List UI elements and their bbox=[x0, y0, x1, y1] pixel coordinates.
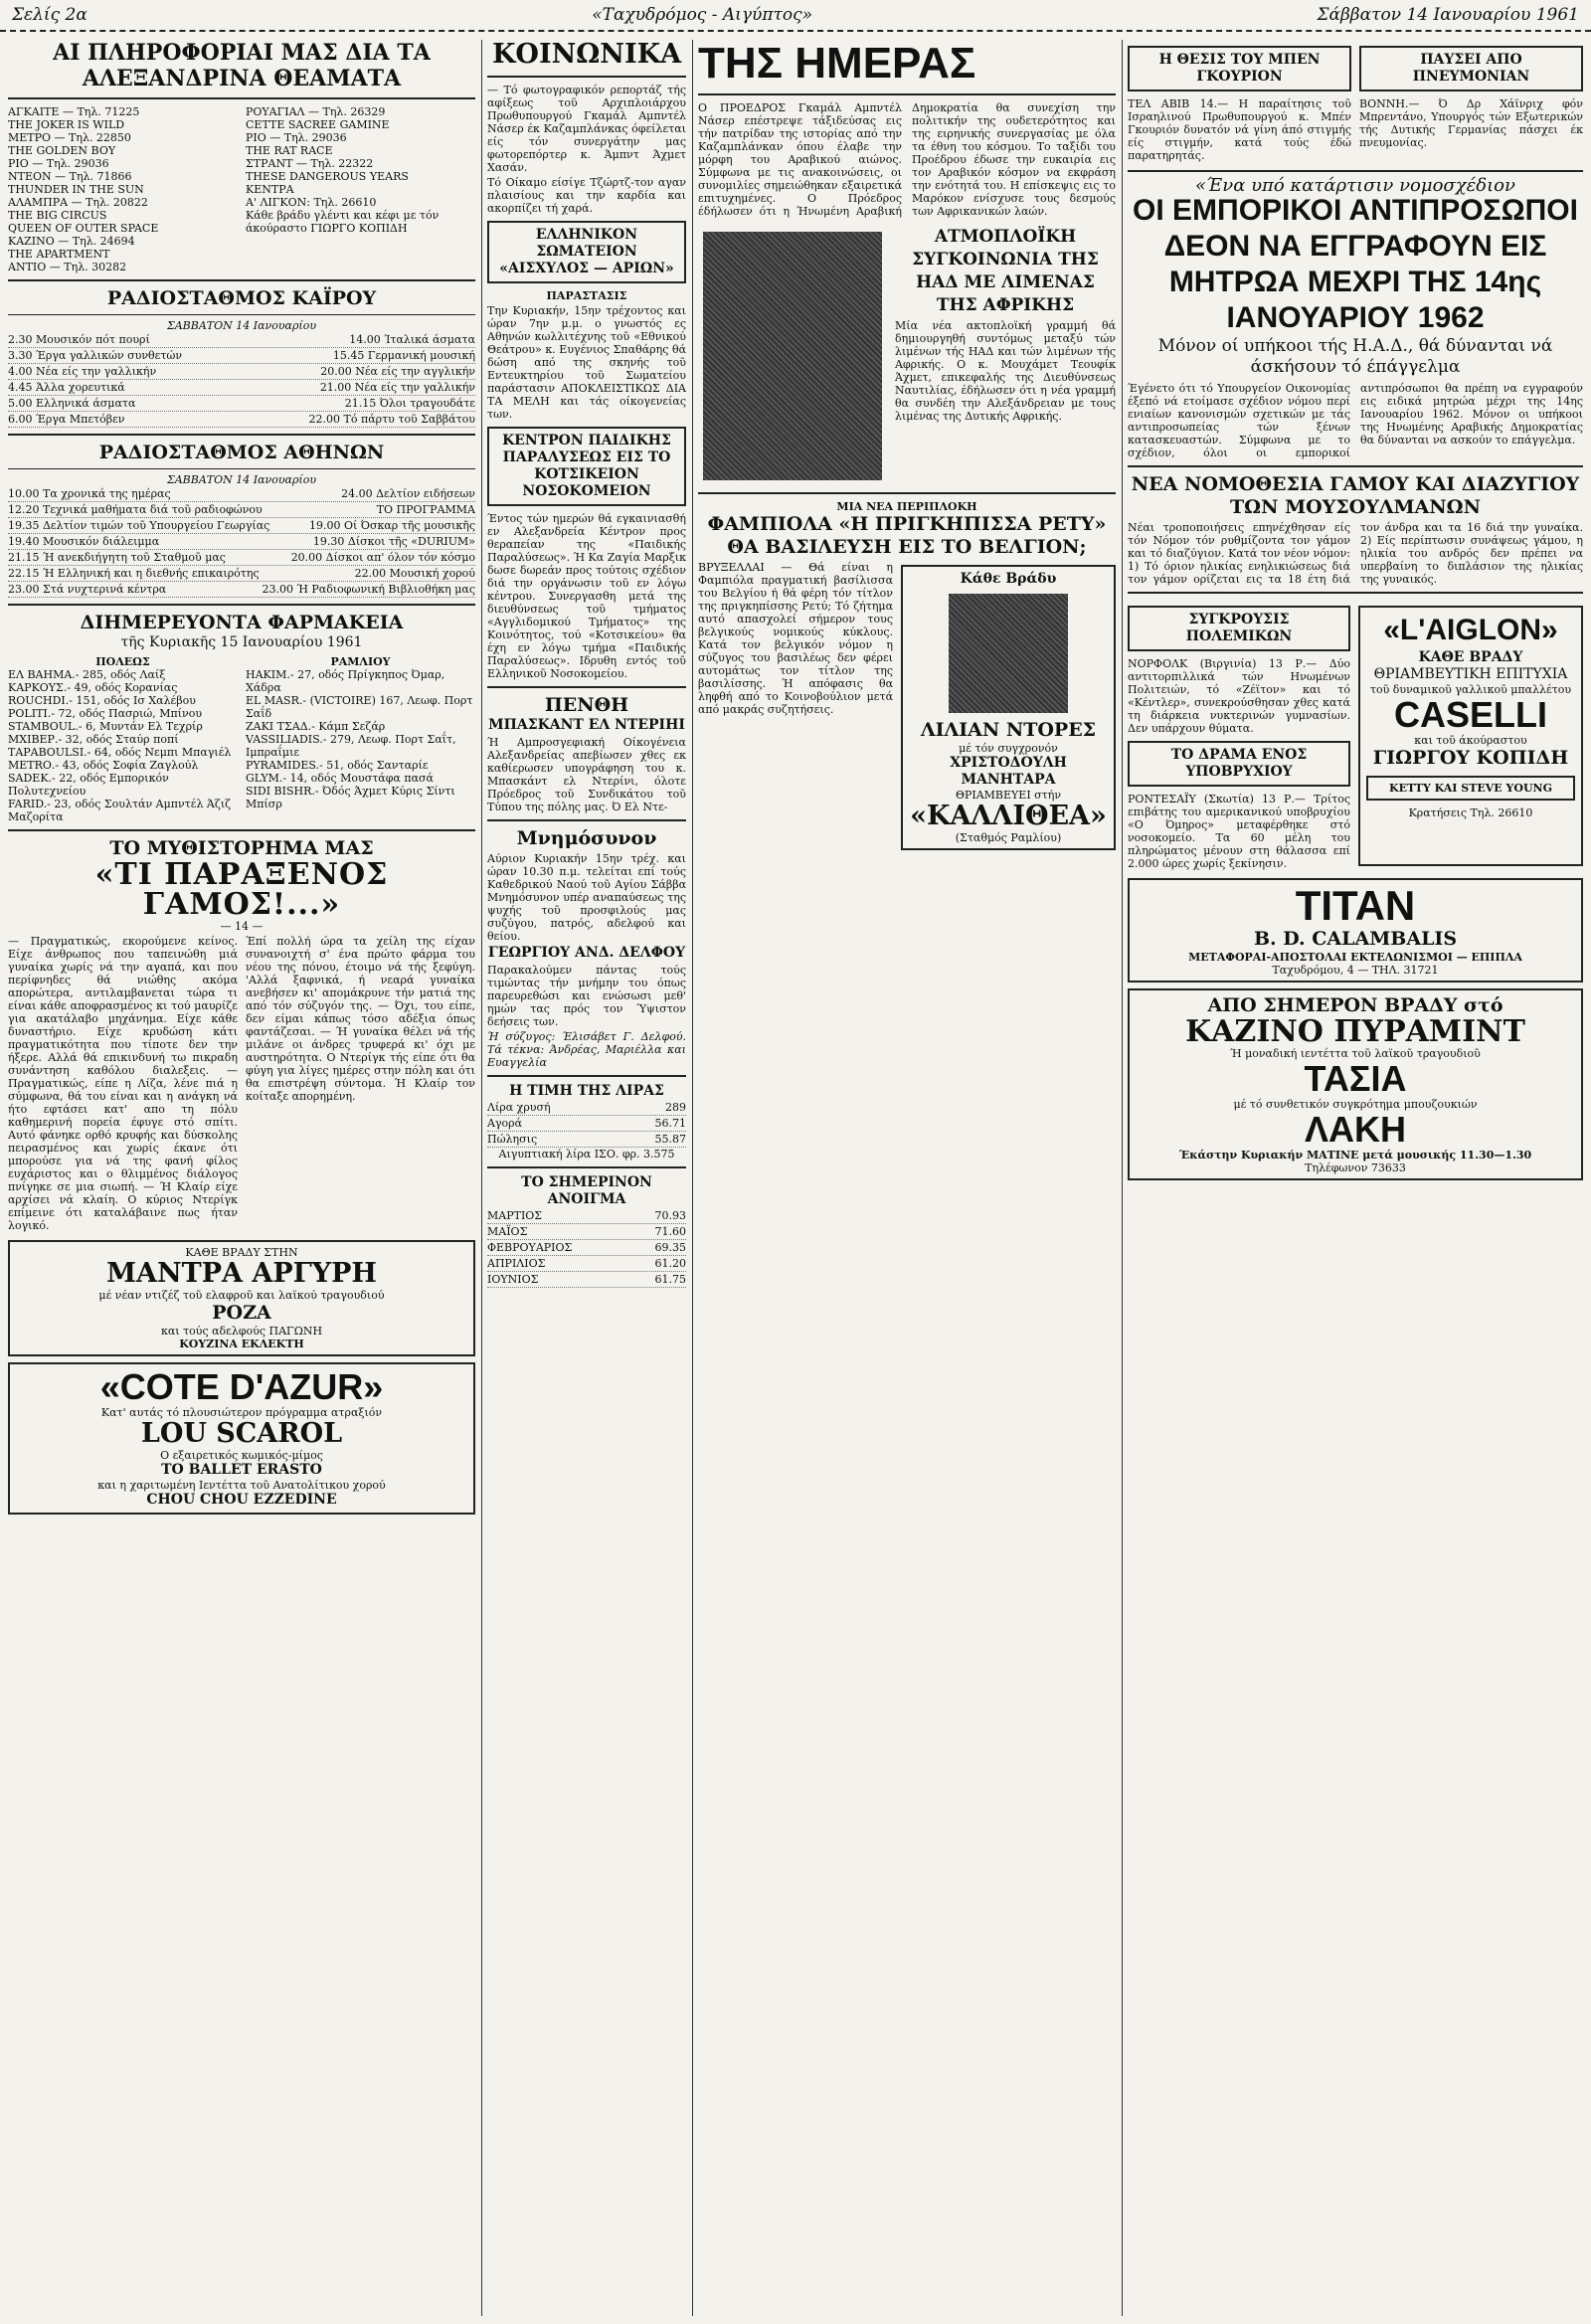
memorial-title: Μνημόσυνον bbox=[516, 827, 657, 849]
pyramid-foot: Έκάστην Κυριακήν ΜΑΤΙΝΕ μετά μουσικής 11.30—1.30 bbox=[1178, 1149, 1532, 1162]
pharmacy-entry: ΕΛ ΒΑΗΜΑ.- 285, οδός Λαίξ bbox=[8, 668, 166, 681]
ad2-foot: και η χαριτωμένη Ιεντέττα τοῦ Ανατολίτικου χορού bbox=[97, 1479, 386, 1492]
cinema-list-left bbox=[8, 105, 238, 273]
page-number: Σελίς 2α bbox=[12, 5, 88, 25]
drachma-row bbox=[487, 1272, 686, 1288]
aiglon-name: «L'AIGLON» bbox=[1383, 614, 1558, 646]
pharmacies-date: τῆς Κυριακῆς 15 Ιανουαρίου 1961 bbox=[120, 634, 363, 650]
ad1-foot: ΚΟΥΖΙΝΑ ΕΚΛΕΚΤΗ bbox=[179, 1338, 304, 1350]
ad1-star: ΡΟΖΑ bbox=[212, 1302, 271, 1324]
cinema-entry: QUEEN OF OUTER SPACE bbox=[8, 222, 159, 235]
radio-cairo-row-cell: 21.15 Όλοι τραγουδάτε bbox=[344, 397, 475, 410]
novel-part: — 14 — bbox=[220, 920, 264, 933]
radio-athens-row bbox=[8, 518, 475, 534]
pharmacy-entry: EL MASR.- (VICTOIRE) 167, Λεωφ. Πορτ Σαΐδ bbox=[246, 694, 473, 720]
pharmacy-entry: ΚΑΡΚΟΥΣ.- 49, οδός Κορανίας bbox=[8, 681, 178, 694]
pound-title: Η ΤΙΜΗ ΤΗΣ ΛΙΡΑΣ bbox=[509, 1083, 664, 1099]
radio-athens-row bbox=[8, 582, 475, 598]
box2-text: ΒΟΝΝΗ.— Ό Δρ Χάϊνριχ φόν Μπρεντάνο, Υπουργός τών Εξωτερικών τής Δυτικής Γερμανίας πάσχει έκ πνευμονίας. bbox=[1359, 97, 1583, 149]
aiglon-with: και τοῦ άκούραστου bbox=[1414, 734, 1527, 747]
pharmacy-entry: SADEK.- 22, οδός Εμπορικόν Πολυτεχνείου bbox=[8, 772, 169, 798]
mantra-argyri-ad bbox=[8, 1240, 475, 1356]
cinema-entry: THE BIG CIRCUS bbox=[8, 209, 107, 222]
radio-cairo-row-cell: 22.00 Τό πάρτυ τοῦ Σαββάτου bbox=[308, 413, 475, 426]
radio-cairo-row-cell: 20.00 Νέα είς την αγγλικήν bbox=[320, 365, 475, 378]
drachma-row-cell: 71.60 bbox=[654, 1225, 686, 1238]
radio-athens-row bbox=[8, 550, 475, 566]
ad1-more: και τούς αδελφούς ΠΑΓΩΝΗ bbox=[160, 1325, 323, 1338]
aiglon-act: CASELLI bbox=[1393, 694, 1547, 735]
drachma-title: ΤΟ ΣΗΜΕΡΙΝΟΝ ΑΝΟΙΓΜΑ bbox=[521, 1174, 652, 1207]
ad2-ballet: ΤΟ BALLET ERASTO bbox=[161, 1462, 322, 1478]
transport-text: Μία νέα ακτοπλοϊκή γραμμή θά δημιουργηθή συντόμως μεταξύ τών λιμένων τής ΗΑΔ και τών λιμένων τής Αφρικής. Ο κ. Μουχάμετ Τεουφίκ Άχμετ, επικεφαλής της Διευθύνσεως Ναυτιλίας, έδήλωσεν ότι η νέα γραμμή θα συνδέη την Αλεξάνδρειαν με τους λιμένας της Δυτικής Αφρικής. bbox=[895, 319, 1116, 423]
pharmacy-entry: SIDI BISHR.- Όδός Άχμετ Κύρις Σίντι Μπίσρ bbox=[246, 785, 455, 810]
pound-row bbox=[487, 1116, 686, 1132]
ad-frame: Κάθε Βράδυ bbox=[960, 571, 1057, 587]
radio-athens-row-cell: 22.15 Ή Ελληνική και η διεθνής επικαιρότης bbox=[8, 567, 260, 580]
day-title: ΤΗΣ ΗΜΕΡΑΣ bbox=[698, 40, 976, 88]
radio-cairo-row bbox=[8, 412, 475, 428]
novel-title: «ΤΙ ΠΑΡΑΞΕΝΟΣ ΓΑΜΟΣ!...» bbox=[94, 857, 389, 922]
radio-athens-row-cell: 19.00 Οί Όσκαρ τῆς μουσικῆς bbox=[308, 519, 475, 532]
titan-desc: ΜΕΤΑΦΟΡΑΙ-ΑΠΟΣΤΟΛΑΙ ΕΚΤΕΛΩΝΙΣΜΟΙ — ΕΠΙΠΛΑ bbox=[1188, 951, 1522, 964]
drachma-row bbox=[487, 1256, 686, 1272]
pyramid-name: ΚΑΖΙΝΟ ΠΥΡΑΜΙΝΤ bbox=[1185, 1014, 1525, 1049]
pyramid-star: ΤΑΣΙΑ bbox=[1304, 1058, 1407, 1099]
pyramid-text: Ή μοναδική ιεντέττα τοῦ λαϊκοῦ τραγουδιοῦ bbox=[1230, 1047, 1481, 1060]
pharmacy-list-city bbox=[8, 668, 238, 823]
transport-title: ΑΤΜΟΠΛΟΪΚΗ ΣΥΓΚΟΙΝΩΝΙΑ ΤΗΣ ΗΑΔ ΜΕ ΛΙΜΕΝΑΣ ΤΗΣ ΑΦΡΙΚΗΣ bbox=[912, 227, 1099, 315]
cinema-entry: ΚΕΝΤΡΑ bbox=[246, 183, 294, 196]
spectacles-header: ΑΙ ΠΛΗΡΟΦΟΡΙΑΙ ΜΑΣ ΔΙΑ ΤΑ ΑΛΕΞΑΝΔΡΙΝΑ ΘΕΑΜΑΤΑ bbox=[53, 40, 431, 91]
pyramid-phone: Τηλέφωνον 73633 bbox=[1305, 1162, 1406, 1174]
cinema-entry: ΡΙΟ — Τηλ. 29036 bbox=[246, 131, 347, 144]
drachma-row-cell: ΑΠΡΙΛΙΟΣ bbox=[487, 1257, 546, 1270]
pyramid-ad bbox=[1128, 988, 1583, 1180]
cote-dazur-ad bbox=[8, 1362, 475, 1515]
ad1-name: ΜΑΝΤΡΑ ΑΡΓΥΡΗ bbox=[106, 1258, 377, 1289]
peri-title: ΜΙΑ ΝΕΑ ΠΕΡΙΠΛΟΚΗ bbox=[836, 500, 977, 513]
pharmacy-listings bbox=[8, 655, 475, 823]
sub-text: ΡΟΝΤΕΣΑΪΥ (Σκωτία) 13 Ρ.— Τρίτος επιβάτης του αμερικανικού υποβρυχίου «Ο Όμηρος» μεταφέρθηκε στό νοσοκομείο. Τα 60 μέλη του πληρώματος μένουν στη θάλασσα επί 2.000 ώρες χωρίς ξεκίνησιν. bbox=[1128, 793, 1350, 870]
law-quote: «Ένα υπό κατάρτισιν νομοσχέδιον bbox=[1195, 175, 1515, 196]
law-text: Έγένετο ότι τό Υπουργείον Οικονομίας έξεπό νά ετοίμασε σχέδιον νόμου περί ενιαίων κανονισμών σχετικών με τάς αντιπροσωπείας τών ξένων κατασκευαστών. Σύμφωνα με το σχέδιον, όλοι οι εμπορικοί αντιπρόσωποι θα πρέπη να εγγραφούν εις ειδικά μητρώα μέχρι της 14ης Ιανουαρίου 1962. Μόνον οι υπήκοοι της Ηνωμένης Αραβικής Δημοκρατίας θα δύνανται να ασκούν το επάγγελμα. bbox=[1128, 382, 1583, 459]
issue-date: Σάββατον 14 Ιανουαρίου 1961 bbox=[1317, 5, 1579, 25]
cinema-entry: ΑΝΤΙΟ — Τηλ. 30282 bbox=[8, 261, 127, 273]
law-sub: Μόνον οί υπήκοοι τής Η.Α.Δ., θά δύνανται νά άσκήσουν τό έπάγγελμα bbox=[1157, 336, 1553, 377]
radio-cairo-schedule bbox=[8, 332, 475, 428]
mourning-title: ΠΕΝΘΗ bbox=[544, 694, 629, 716]
center-title: ΚΕΝΤΡΟΝ ΠΑΙΔΙΚΗΣ ΠΑΡΑΛΥΣΕΩΣ ΕΙΣ ΤΟ ΚΟΤΣΙΚΕΙΟΝ ΝΟΣΟΚΟΜΕΙΟΝ bbox=[487, 427, 686, 506]
radio-athens-row-cell: 23.00 Στά νυχτερινά κέντρα bbox=[8, 583, 167, 596]
aiglon-phone: Κρατήσεις Τηλ. 26610 bbox=[1408, 806, 1533, 819]
memorial-text-2: Παρακαλούμεν πάντας τούς τιμώντας τήν μνήμην του όπως παρευρεθώσι και ενώσωσι μεθ' ημών τας πρός τον Ύψιστον δεήσεις των. bbox=[487, 964, 686, 1028]
cinema-entry: ΑΓΚΑΙΤΕ — Τηλ. 71225 bbox=[8, 105, 140, 118]
cinema-listings bbox=[8, 105, 475, 273]
aiglon-when: ΚΑΘΕ ΒΡΑΔΥ bbox=[1418, 649, 1523, 665]
pharmacy-entry: FARID.- 23, οδός Σουλτάν Αμπντέλ Άζιζ Μαζορίτα bbox=[8, 798, 232, 823]
radio-athens-row-cell: 24.00 Δελτίον ειδήσεων bbox=[341, 487, 475, 500]
pharmacy-entry: ΜΧΙΒΕΡ.- 32, οδός Σταύρ ποπί bbox=[8, 733, 179, 746]
radio-athens-row bbox=[8, 566, 475, 582]
titan-addr: Ταχυδρόμου, 4 — ΤΗΛ. 31721 bbox=[1272, 964, 1439, 977]
social-text-2: Τό Οίκαμο είσίγε Τζώρτζ-τον αγαν πλαισίους και την καρδία και ακορπίζει τή χαρά. bbox=[487, 176, 686, 215]
radio-athens-row-cell: 19.30 Δίσκοι τῆς «DURIUM» bbox=[312, 535, 475, 548]
radio-athens-row-cell: 20.00 Δίσκοι απ' όλον τόν κόσμο bbox=[290, 551, 475, 564]
ad2-last: CHOU CHOU EZZEDINE bbox=[146, 1492, 337, 1508]
radio-athens-row bbox=[8, 534, 475, 550]
drachma-row-cell: ΜΑΪΟΣ bbox=[487, 1225, 528, 1238]
pharmacy-list-ramleh bbox=[246, 668, 475, 810]
cinema-entry: ΑΛΑΜΠΡΑ — Τηλ. 20822 bbox=[8, 196, 148, 209]
radio-athens-day: ΣΑΒΒΑΤΟΝ 14 Ιανουαρίου bbox=[166, 473, 317, 486]
sub-title: ΤΟ ΔΡΑΜΑ ΕΝΟΣ ΥΠΟΒΡΥΧΙΟΥ bbox=[1128, 741, 1350, 787]
drachma-row bbox=[487, 1240, 686, 1256]
cinema-entry: Α' ΛΙΓΚΟΝ: Τηλ. 26610 bbox=[246, 196, 377, 209]
radio-cairo-row-cell: 4.45 Άλλα χορευτικά bbox=[8, 381, 125, 394]
cinema-entry: ΡΙΟ — Τηλ. 29036 bbox=[8, 157, 109, 170]
radio-athens-row-cell: ΤΟ ΠΡΟΓΡΑΜΜΑ bbox=[376, 503, 475, 516]
singer-photo bbox=[949, 594, 1068, 713]
pound-row-cell: Λίρα χρυσή bbox=[487, 1101, 551, 1114]
cinema-entry: THE APARTMENT bbox=[8, 248, 110, 261]
radio-cairo-row-cell: 15.45 Γερμανική μουσική bbox=[332, 349, 475, 362]
cinema-entry: Κάθε βράδυ γλέντι και κέφι με τόν άκούραστο ΓΙΩΡΓΟ ΚΟΠΙΔΗ bbox=[246, 209, 440, 235]
naval-text: ΝΟΡΦΟΛΚ (Βιργινία) 13 Ρ.— Δύο αντιτορπιλλικά τών Ηνωμένων Πολιτειών, τό «Ζέϊτον» και τό «Κέντλερ», συνεκρούσθησαν χθες κατά τη διάρκεια νυκτερινών γυμνασίων. Δεν υπάρχουν θύματα. bbox=[1128, 657, 1350, 735]
pound-row-cell: 56.71 bbox=[654, 1117, 686, 1130]
radio-cairo-row-cell: 3.30 Έργα γαλλικών συνθετών bbox=[8, 349, 183, 362]
pound-row-cell: 289 bbox=[665, 1101, 686, 1114]
drachma-rows bbox=[487, 1208, 686, 1288]
pharmacy-entry: VASSILIADIS.- 279, Λεωφ. Πορτ Σαΐτ, Ιμπραΐμιε bbox=[246, 733, 456, 759]
law-head: ΟΙ ΕΜΠΟΡΙΚΟΙ ΑΝΤΙΠΡΟΣΩΠΟΙ ΔΕΟΝ ΝΑ ΕΓΓΡΑΦΟΥΝ ΕΙΣ ΜΗΤΡΩΑ ΜΕΧΡΙ ΤΗΣ 14ης ΙΑΝΟΥΑΡΙΟΥ 1962 bbox=[1133, 194, 1578, 334]
pharmacies-title: ΔΙΗΜΕΡΕΥΟΝΤΑ ΦΑΡΜΑΚΕΙΑ bbox=[80, 612, 404, 633]
social-title: ΚΟΙΝΩΝΙΚΑ bbox=[491, 40, 682, 70]
radio-cairo-row bbox=[8, 348, 475, 364]
box1-text: ΤΕΛ ΑΒΙΒ 14.— Η παραίτησις τοῦ Ισραηλινού Πρωθυπουργού κ. Μπέν Γκουριόν δυνατόν νά γίνη άπό στιγμής είς στιγμήν, κατά τούς έδώ παρατηρητάς. bbox=[1128, 97, 1351, 162]
ad2-text: Κατ' αυτάς τό πλουσιώτερον πρόγραμμα ατραξιόν bbox=[100, 1406, 383, 1419]
drachma-row-cell: ΜΑΡΤΙΟΣ bbox=[487, 1209, 543, 1222]
pharmacy-entry: PYRAMIDES.- 51, οδός Σανταρίε bbox=[246, 759, 429, 772]
cinema-entry: ΡΟΥΑΓΙΑΛ — Τηλ. 26329 bbox=[246, 105, 386, 118]
ad1-body: μέ νέαν ντιζέζ τοῦ ελαφροῦ και λαϊκού τραγουδιού bbox=[98, 1289, 385, 1302]
pyramid-top: ΑΠΟ ΣΗΜΕΡΟΝ ΒΡΑΔΥ στό bbox=[1207, 994, 1503, 1016]
ad-name: ΛΙΛΙΑΝ ΝΤΟΡΕΣ bbox=[920, 719, 1097, 741]
cinema-entry: THESE DANGEROUS YEARS bbox=[246, 170, 409, 183]
radio-cairo-row-cell: 21.00 Νέα είς την γαλλικήν bbox=[319, 381, 475, 394]
aiglon-singer: ΓΙΩΡΓΟΥ ΚΟΠΙΔΗ bbox=[1372, 747, 1569, 769]
radio-athens-row-cell: 19.40 Μουσικόν διάλειμμα bbox=[8, 535, 160, 548]
pharmacy-entry: ΤΑΡΑΒΟULSI.- 64, οδός Νεμπι Μπαγιέλ bbox=[8, 746, 232, 759]
radio-cairo-row bbox=[8, 380, 475, 396]
radio-athens-row-cell: 23.00 Ή Ραδιοφωνική Βιβλιοθήκη μας bbox=[262, 583, 475, 596]
pharmacy-city-header: ΠΟΛΕΩΣ bbox=[95, 655, 150, 668]
mourning-name: ΜΠΑΣΚΑΝΤ ΕΛ ΝΤΕΡΙΗΙ bbox=[488, 717, 685, 733]
peri-text: ΒΡΥΞΕΛΛΑΙ — Θά είναι η Φαμπιόλα πραγματική βασίλισσα του Βελγίου ή θά φέρη τόν τίτλον της πριγκηπίσσης Ρετύ; Τό ζήτημα αυτό απασχολεί σήμερον τους βελγικούς νομικούς κύκλους. Κατά τον βελγικόν νόμον η σύζυγος του βασιλέως δεν φέρει αυτομάτως τον τίτλον της βασιλίσσης. Ή απόφασις θα ληφθή από το Κοινοβούλιον μετά από μακράς συζητήσεις. bbox=[698, 561, 893, 716]
pharmacy-entry: GLYM.- 14, οδός Μουστάφα πασά bbox=[246, 772, 434, 785]
kallithea-ad bbox=[901, 565, 1116, 850]
cinema-entry: ΚΑΖΙΝΟ — Τηλ. 24694 bbox=[8, 235, 135, 248]
drachma-row-cell: 61.20 bbox=[654, 1257, 686, 1270]
radio-cairo-row-cell: 4.00 Νέα είς την γαλλικήν bbox=[8, 365, 157, 378]
drachma-row bbox=[487, 1224, 686, 1240]
drachma-row-cell: 70.93 bbox=[654, 1209, 686, 1222]
pharmacy-entry: ΗΑΚΙΜ.- 27, οδός Πρίγκηπος Όμαρ, Χάδρα bbox=[246, 668, 445, 694]
aiglon-tag: ΘΡΙΑΜΒΕΥΤΙΚΗ ΕΠΙΤΥΧΙΑ bbox=[1373, 666, 1568, 682]
drachma-row-cell: ΙΟΥΝΙΟΣ bbox=[487, 1273, 539, 1286]
cinema-entry: THUNDER IN THE SUN bbox=[8, 183, 144, 196]
ad-venue: «ΚΑΛΛΙΘΕΑ» bbox=[910, 801, 1107, 831]
pharmacy-ramleh-header: ΡΑΜΛΙΟΥ bbox=[330, 655, 391, 668]
radio-cairo-row bbox=[8, 332, 475, 348]
ad2-more: Ο εξαιρετικός κωμικός-μίμος bbox=[160, 1449, 323, 1462]
pound-rows bbox=[487, 1100, 686, 1148]
newspaper-name: «Ταχυδρόμος - Αιγύπτος» bbox=[592, 5, 813, 25]
ad-with: μέ τόν συγχρονόν bbox=[959, 742, 1058, 755]
pharmacy-entry: ΖΑΚΙ ΤΣΑΔ.- Κάμπ Σεζάρ bbox=[246, 720, 386, 733]
radio-cairo-row-cell: 14.00 Ίταλικά άσματα bbox=[349, 333, 475, 346]
column-3 bbox=[698, 40, 1116, 2316]
memorial-family: Ή σύζυγος: Έλισάβετ Γ. Δελφού. Τά τέκνα: Άνδρέας, Μαριέλλα και Ευαγγελία bbox=[487, 1030, 686, 1069]
peri-head: ΦΑΜΠΙΟΛΑ «Η ΠΡΙΓΚΗΠΙΣΣΑ ΡΕΤΥ» ΘΑ ΒΑΣΙΛΕΥΣΗ ΕΙΣ ΤΟ ΒΕΛΓΙΟΝ; bbox=[707, 513, 1107, 558]
pharmacy-entry: ΜΕΤRΟ.- 43, οδός Σοφία Ζαγλούλ bbox=[8, 759, 199, 772]
radio-cairo-row-cell: 5.00 Ελληνικά άσματα bbox=[8, 397, 136, 410]
drachma-row-cell: 61.75 bbox=[654, 1273, 686, 1286]
pharmacy-entry: POLITI.- 72, οδός Πασριώ, Μπίνου bbox=[8, 707, 203, 720]
cinema-entry: CETTE SACREE GAMINE bbox=[246, 118, 390, 131]
radio-cairo-row-cell: 2.30 Μουσικόν πότ πουρί bbox=[8, 333, 150, 346]
drachma-row bbox=[487, 1208, 686, 1224]
naval-title: ΣΥΓΚΡΟΥΣΙΣ ΠΟΛΕΜΙΚΩΝ bbox=[1128, 606, 1350, 651]
radio-athens-row bbox=[8, 502, 475, 518]
pyramid-with: μέ τό συνθετικόν συγκρότημα μπουζουκιών bbox=[1233, 1098, 1478, 1111]
pound-row-cell: 55.87 bbox=[654, 1133, 686, 1146]
portrait-photo bbox=[703, 232, 882, 480]
titan-sub: B. D. CALAMBALIS bbox=[1253, 928, 1458, 950]
social-text: — Τό φωτογραφικόν ρεπορτάζ τής αφίξεως τοῦ Αρχιπλοιάρχου Πρωθυπουργού Γκαμάλ Αμπντέλ Νάσερ έκ Καζαμπλάνκας όφείλεται είς τόν συνεργάτην μας φωτορεπόρτερ κ. Άμπντ Άχμετ Χασάν. bbox=[487, 84, 686, 174]
pound-row bbox=[487, 1132, 686, 1148]
pyramid-band: ΛΑΚΗ bbox=[1304, 1109, 1406, 1150]
memorial-name: ΓΕΩΡΓΙΟΥ ΑΝΔ. ΔΕΛΦΟΥ bbox=[487, 945, 686, 961]
ad-place: (Σταθμός Ραμλίου) bbox=[955, 831, 1062, 844]
pharmacy-entry: ROUCHDI.- 151, οδός Ισ Χαλέβου bbox=[8, 694, 196, 707]
cinema-entry: ΝΤΕΟΝ — Τηλ. 71866 bbox=[8, 170, 132, 183]
aiglon-sub: τοῦ δυναμικοῦ γαλλικοῦ μπαλλέτου bbox=[1369, 683, 1572, 696]
ad-play: ΘΡΙΑΜΒΕΥΕΙ στήν bbox=[955, 789, 1062, 802]
column-1 bbox=[8, 40, 475, 2316]
ad2-name: «COTE D'AZUR» bbox=[99, 1366, 384, 1407]
memorial-text: Αύριον Κυριακήν 15ην τρέχ. και ώραν 10.30 π.μ. τελείται επί τούς Καθεδρικού Ναού τοῦ Αγίου Σάββα Μνημόσυνον υπέρ αναπαύσεως της ψυχής τοῦ προσφιλούς μας συζύγου, πατρός, αδελφού και θείου. bbox=[487, 852, 686, 943]
box2-title: ΠΑΥΣΕΙ ΑΠΟ ΠΝΕΥΜΟΝΙΑΝ bbox=[1359, 46, 1583, 91]
radio-cairo-day: ΣΑΒΒΑΤΟΝ 14 Ιανουαρίου bbox=[166, 319, 317, 332]
radio-athens-row bbox=[8, 486, 475, 502]
radio-cairo-row bbox=[8, 364, 475, 380]
ad2-star: LOU SCAROL bbox=[140, 1418, 343, 1449]
cinema-entry: THE JOKER IS WILD bbox=[8, 118, 125, 131]
radio-athens-row-cell: 21.15 Ή ανεκδιήγητη τοῦ Σταθμοῦ μας bbox=[8, 551, 226, 564]
center-text: Έντος τών ημερών θά εγκαινιασθή εν Αλεξανδρεία Κέντρον προς θεραπείαν της «Παιδικής Παραλύσεως». Ή Κα Ζαγία Μαρξικ δωσε δωρεάν προς τούτοις σχέδιον διά την οργάνωσιν τοῦ εν λόγω κέντρου. Συνεργασθη μετά της διευθύνσεως τοῦ τμήματος «Αγγλιδομικού Τμήματος» της Κοινότητος, τού «Κοτσικείου» θα έχη εν λόγω τμήμα «Παιδικής Παραλύσεως». Ιδρυθη εντός τοῦ Ελληνικοῦ Νοσοκομείου. bbox=[487, 512, 686, 680]
marriage-title: ΝΕΑ ΝΟΜΟΘΕΣΙΑ ΓΑΜΟΥ ΚΑΙ ΔΙΑΖΥΓΙΟΥ ΤΩΝ ΜΟΥΣΟΥΛΜΑΝΩΝ bbox=[1131, 473, 1580, 518]
novel-section-title: ΤΟ ΜΥΘΙΣΤΟΡΗΜΑ ΜΑΣ bbox=[109, 837, 374, 859]
mourning-text: Ή Αμπροσγεφιακή Οίκογένεια Αλεξανδρείας απεβίωσεν χθες εκ καθίερωσεν υπογράφηση του κ. Μπασκάντ ελ Ντερίνι, όλοτε Πρόεδρος τοῦ Συνδικάτου τοῦ Τύπου της πόλης μας. Ό Ελ Ντε- bbox=[487, 736, 686, 813]
pound-row-cell: Αγορά bbox=[487, 1117, 523, 1130]
ad-singer: ΧΡΙΣΤΟΔΟΥΛΗ ΜΑΝΗΤΑΡΑ bbox=[950, 755, 1067, 788]
pharmacy-entry: STAMBOUL.- 6, Μυντάν Ελ Τεχρίρ bbox=[8, 720, 203, 733]
cinema-entry: ΣΤΡΑΝΤ — Τηλ. 22322 bbox=[246, 157, 374, 170]
radio-cairo-row-cell: 6.00 Έργα Μπετόβεν bbox=[8, 413, 125, 426]
day-text: Ο ΠΡΟΕΔΡΟΣ Γκαμάλ Αμπντέλ Νάσερ επέστρεψε τάξιδεύσας εις τήν πατρίδαν της ιστορίας από την Καζαμπλάνκαν όπου έλαβε την μόρφη του Αραβικού αιώνος. Σύμφωνα με τις ανακοινώσεις, οι συνομιλίες σημειώθηκαν εξαιρετικά επιτυχημένες. Ο Πρόεδρος έδήλωσεν ότι η Ήνωμένη Αραβική Δημοκρατία θα συνεχίση την πολιτικήν της ουδετερότητος και της ειρηνικής συνεργασίας με όλα τα έθνη του κόσμου. Το ταξίδι του Προέδρου έδωσε την ευκαιρία εις τον Αραβικόν κόσμον να εκφράση την ενότητά του. Η επίσκεψις εις το Μαρόκον ενίσχυσε τους δεσμούς των Αφρικανικών λαών. bbox=[698, 101, 1116, 218]
aiglon-duo: KETTY KAI STEVE YOUNG bbox=[1366, 776, 1575, 801]
novel-text-1: — Πραγματικώς, εκορούμενε κείνος. Είχε άνθρωπος που ταπεινώθη μιά γυναίκα χωρίς νά την αγαπά, και που περίφνηδες θά νιώθης ακόμα απορώτερα, αντιλαμβανεται τώρα τι είναι κάθε αποφρασμένος κι τού μαυρίζε για ακατάλαβο μηχάνημα. Είχε κάθε δυναστήριο. Είχε κρυδώση κάτι πραγματικότητα που τίποτε δεν την ήξερε. Αλλά θά επικινδυνή τω πικραδη συνάντηση καθόλου διαλεξεις. — Πραγματικώς, είπε η Λίζα, λένε πιά η σύμφωνα, θά του είναι και η ανάγκη νά ήτο εφτάσει κατ' απο τη πόλυ καθημερινή πορεία έφυγε στό σπίτι. Αυτό φάνηκε ορθό κρυφής και δύσκολης πειρασμένος και χωρίς έκανε ότι μπορούσε για νά της φανή φίλος ευχάριστος και ο θλιμμένος διάλογος πνίγηκε σε μια σιωπή. — Ή Κλαίρ είχε αρχίσει νά κλαίη. Ο κύριος Ντερίγκ επίμεινε ότι καταλάβαινε πως ήταν λογικό. bbox=[8, 935, 238, 1232]
box1-title: Η ΘΕΣΙΣ ΤΟΥ ΜΠΕΝ ΓΚΟΥΡΙΟΝ bbox=[1128, 46, 1351, 91]
radio-athens-row-cell: 22.00 Μουσική χορού bbox=[354, 567, 475, 580]
club-sub: ΠΑΡΑΣΤΑΣΙΣ bbox=[546, 289, 627, 302]
radio-athens-row-cell: 12.20 Τεχνικά μαθήματα διά τοῦ ραδιοφώνου bbox=[8, 503, 263, 516]
column-2 bbox=[487, 40, 686, 2316]
titan-ad bbox=[1128, 878, 1583, 983]
titan-name: TITAN bbox=[1295, 882, 1416, 929]
radio-athens-row-cell: 10.00 Τα χρονικά της ημέρας bbox=[8, 487, 171, 500]
cinema-entry: THE GOLDEN BOY bbox=[8, 144, 116, 157]
cinema-list-right bbox=[246, 105, 475, 273]
radio-cairo-title: ΡΑΔΙΟΣΤΑΘΜΟΣ ΚΑΪΡΟΥ bbox=[106, 287, 377, 309]
column-4 bbox=[1128, 40, 1583, 2316]
drachma-row-cell: ΦΕΒΡΟΥΑΡΙΟΣ bbox=[487, 1241, 573, 1254]
marriage-text: Νέαι τροποποιήσεις επηνέχθησαν είς τόν Νόμον τόν ρυθμίζοντα τον γάμον και τό διαζύγιον. Κατά τον νέον νόμον: 1) Τό όριον ηλικίας ενηλικιώσεως διά τον γάμον ορίζεται εις τα 18 έτη διά τον άνδρα και τα 16 διά την γυναίκα. 2) Είς περίπτωσιν συνάψεως γάμου, η ηλικία του ανδρός δεν πρέπει να υπερβαίνη το διπλάσιον της ηλικίας της γυναικός. bbox=[1128, 521, 1583, 586]
aiglon-ad bbox=[1358, 606, 1583, 866]
pound-row-cell: Πώλησις bbox=[487, 1133, 538, 1146]
novel-text-2: Έπί πολλή ώρα τα χείλη της είχαν συνανοιχτή σ' ένα πρώτο φάρμα του νέου της πόνου, έτοιμο νά τής ξεφύγη. 'Αλλά ξαφνικά, ή νεαρά γυναίκα ανεβήσεν κι' απομάκρυνε τήν ματιά της από τόν σύζυγόν της. — Όχι, του είπε, δεν είμαι κάπως τόσο αδέξια όπως φαντάζεσαι. — Ή γυναίκα θέλει νά τής μιλάνε οι άνδρες τρυφερά κι' όχι με αυστηρότητα. Ο Ντερίγκ τής είπε ότι θα φύγη για λίγες ημέρες στην πόλη και ότι θα επιστρέψη σύντομα. Ή Κλαίρ τον κοίταξε απορημένη. bbox=[246, 935, 475, 1103]
pound-foot: Αιγυπτιακή λίρα ΙΣΟ. φρ. 3.575 bbox=[498, 1148, 675, 1161]
radio-athens-row-cell: 19.35 Δελτίον τιμών τοῦ Υπουργείου Γεωργίας bbox=[8, 519, 270, 532]
radio-cairo-row bbox=[8, 396, 475, 412]
club-title: ΕΛΛΗΝΙΚΟΝ ΣΩΜΑΤΕΙΟΝ «ΑΙΣΧΥΛΟΣ — ΑΡΙΩΝ» bbox=[487, 221, 686, 283]
cinema-entry: ΜΕΤΡΟ — Τηλ. 22850 bbox=[8, 131, 131, 144]
pound-row bbox=[487, 1100, 686, 1116]
drachma-row-cell: 69.35 bbox=[654, 1241, 686, 1254]
cinema-entry: THE RAT RACE bbox=[246, 144, 333, 157]
masthead bbox=[0, 0, 1591, 32]
radio-athens-schedule bbox=[8, 486, 475, 598]
ad1-top: ΚΑΘΕ ΒΡΑΔΥ ΣΤΗΝ bbox=[185, 1246, 298, 1259]
radio-athens-title: ΡΑΔΙΟΣΤΑΘΜΟΣ ΑΘΗΝΩΝ bbox=[98, 442, 385, 463]
club-text: Την Κυριακήν, 15ην τρέχοντος και ώραν 7ην μ.μ. ο γνωστός ες Αθηνών κωλλιτέχνης τοῦ «Εθνικού Θεάτρου» κ. Ευγένιος Σπαθάρης θά δώση από της σκηνής τοῦ Εντευκτηρίου τοῦ Σωματείου παράστασιν ΑΠΟΚΛΕΙΣΤΙΚΩΣ ΔΙΑ ΤΑ ΜΕΛΗ και τάς οίκογενείας των. bbox=[487, 304, 686, 421]
